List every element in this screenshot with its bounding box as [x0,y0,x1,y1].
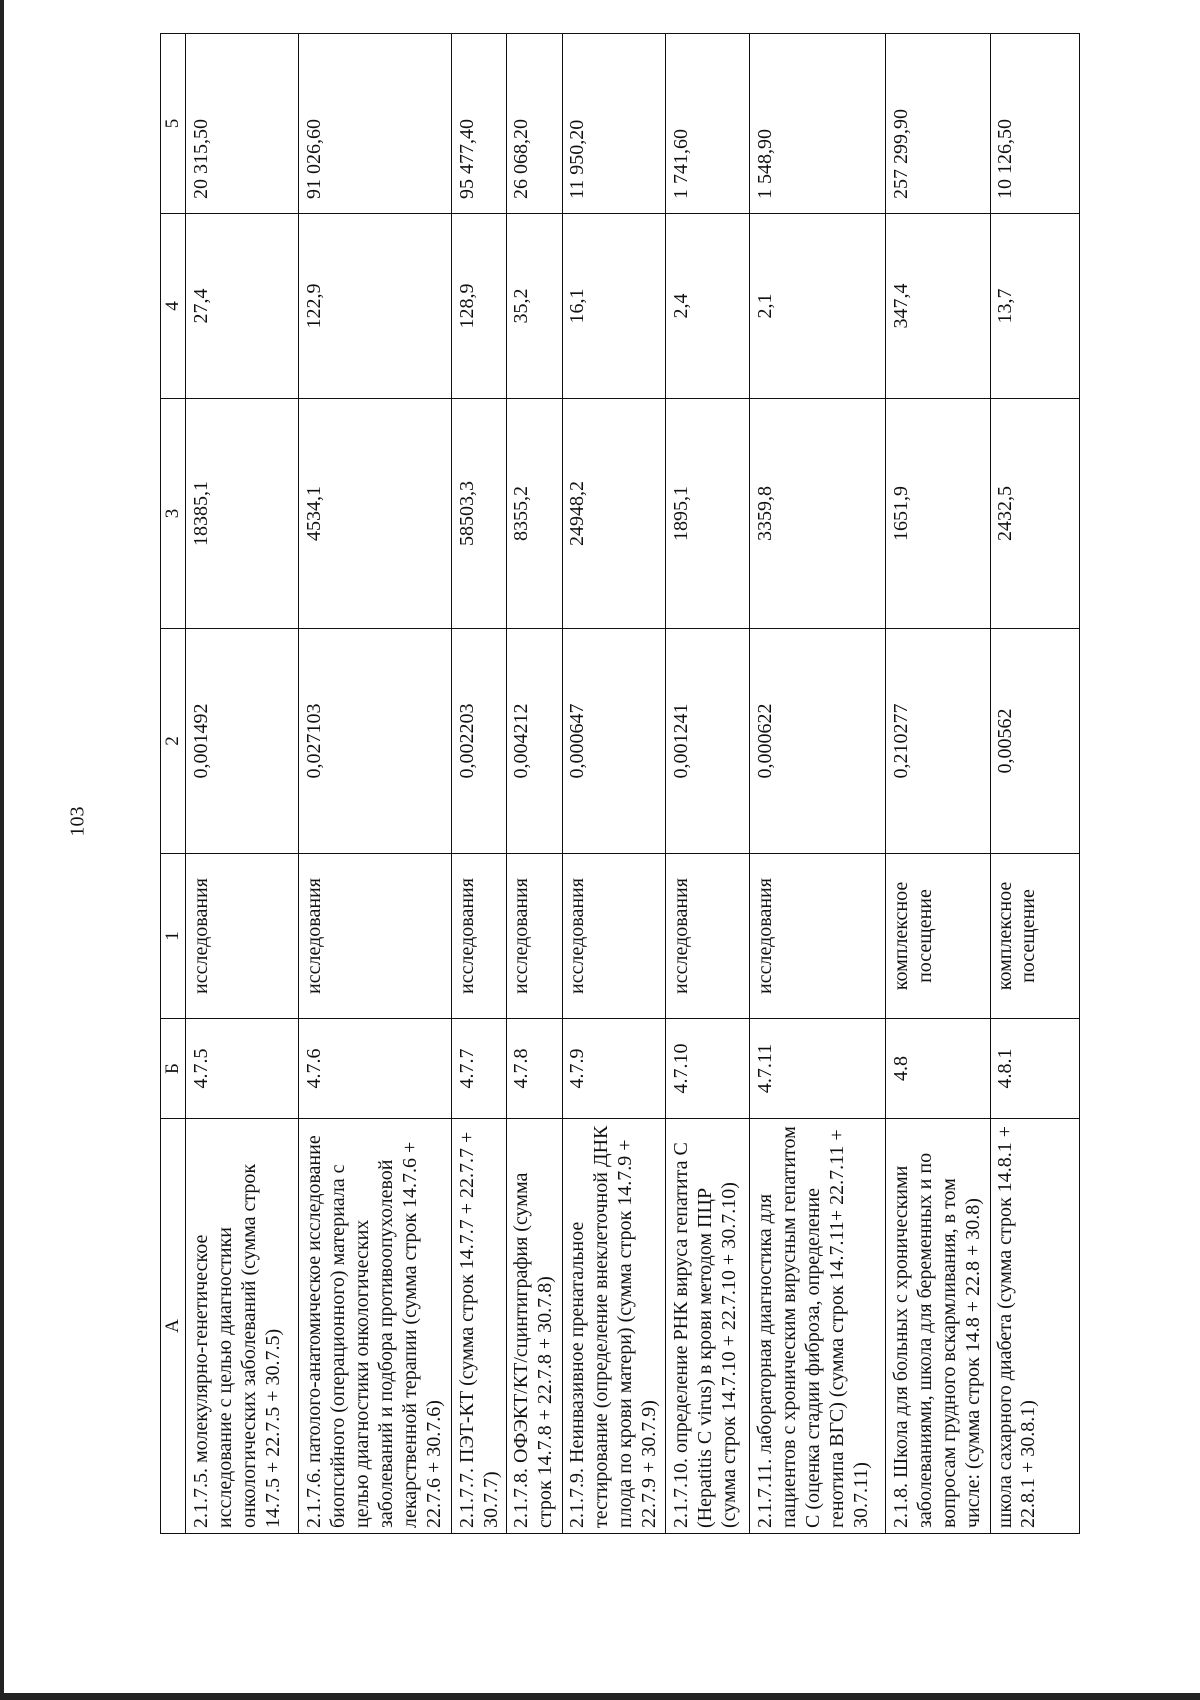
cell-col4: 2,4 [665,214,749,399]
table-row [562,34,665,1534]
cell-line-code: 4.7.6 [299,1019,452,1119]
cell-line-code: 4.7.11 [749,1019,885,1119]
cell-unit: исследования [451,854,507,1019]
table-row [507,34,563,1534]
header-2: 2 [161,629,186,854]
cell-col5: 1 548,90 [749,34,885,214]
data-table [160,33,1080,1534]
cell-line-code: 4.7.5 [186,1019,299,1119]
cell-col5: 257 299,90 [885,34,990,214]
scan-edge-left [0,0,4,1700]
table-row [665,34,749,1534]
cell-col4: 128,9 [451,214,507,399]
cell-col3: 24948,2 [562,399,665,629]
header-4: 4 [161,214,186,399]
table-row [749,34,885,1534]
cell-col2: 0,004212 [507,629,563,854]
rotated-table-container [160,34,1080,1534]
cell-col4: 27,4 [186,214,299,399]
cell-col2: 0,002203 [451,629,507,854]
cell-col2: 0,027103 [299,629,452,854]
cell-description: 2.1.7.6. патолого-анатомическое исследование биопсийного (операционного) материала с целью диагностики онкологических заболеваний и подбора противоопухолевой лекарственной терапии (сумма строк 14.7.6 + 22.7.6 + 30.7.6) [299,1119,452,1534]
cell-col4: 16,1 [562,214,665,399]
header-b: Б [161,1019,186,1119]
cell-col3: 8355,2 [507,399,563,629]
table-row [451,34,507,1534]
cell-line-code: 4.7.10 [665,1019,749,1119]
cell-unit: исследования [749,854,885,1019]
cell-description: школа сахарного диабета (сумма строк 14.8.1 + 22.8.1 + 30.8.1) [991,1119,1080,1534]
table-row [991,34,1080,1534]
cell-line-code: 4.8.1 [991,1019,1080,1119]
cell-col5: 91 026,60 [299,34,452,214]
cell-col3: 18385,1 [186,399,299,629]
header-1: 1 [161,854,186,1019]
cell-line-code: 4.7.8 [507,1019,563,1119]
cell-col3: 1651,9 [885,399,990,629]
table-row [885,34,990,1534]
cell-description: 2.1.7.8. ОФЭКТ/КТ/сцинтиграфия (сумма строк 14.7.8 + 22.7.8 + 30.7.8) [507,1119,563,1534]
cell-col5: 20 315,50 [186,34,299,214]
cell-unit: исследования [665,854,749,1019]
cell-col2: 0,00562 [991,629,1080,854]
cell-description: 2.1.7.7. ПЭТ-КТ (сумма строк 14.7.7 + 22.7.7 + 30.7.7) [451,1119,507,1534]
header-row [161,34,186,1534]
cell-description: 2.1.7.9. Неинвазивное пренатальное тестирование (определение внеклеточной ДНК плода по крови матери) (сумма строк 14.7.9 + 22.7.9 + 30.7.9) [562,1119,665,1534]
cell-description: 2.1.7.11. лабораторная диагностика для пациентов с хроническим вирусным гепатитом С (оценка стадии фиброза, определение генотипа ВГС) (сумма строк 14.7.11+ 22.7.11 + 30.7.11) [749,1119,885,1534]
cell-col2: 0,000647 [562,629,665,854]
cell-col2: 0,001492 [186,629,299,854]
cell-unit: исследования [562,854,665,1019]
cell-line-code: 4.7.7 [451,1019,507,1119]
table-row [186,34,299,1534]
cell-col4: 2,1 [749,214,885,399]
scan-edge-bottom [0,1693,1200,1700]
cell-col5: 1 741,60 [665,34,749,214]
cell-col4: 35,2 [507,214,563,399]
table-row [299,34,452,1534]
cell-col2: 0,001241 [665,629,749,854]
cell-col2: 0,000622 [749,629,885,854]
cell-description: 2.1.8. Школа для больных с хроническими заболеваниями, школа для беременных и по вопросам грудного вскармливания, в том числе: (сумма строк 14.8 + 22.8 + 30.8) [885,1119,990,1534]
cell-description: 2.1.7.10. определение РНК вируса гепатита С (Hepatitis C virus) в крови методом ПЦР (сумма строк 14.7.10 + 22.7.10 + 30.7.10) [665,1119,749,1534]
cell-col4: 13,7 [991,214,1080,399]
cell-col5: 10 126,50 [991,34,1080,214]
cell-col3: 3359,8 [749,399,885,629]
page-number: 103 [66,806,89,837]
header-a: А [161,1119,186,1534]
cell-col4: 122,9 [299,214,452,399]
cell-col2: 0,210277 [885,629,990,854]
cell-line-code: 4.7.9 [562,1019,665,1119]
cell-unit: исследования [186,854,299,1019]
cell-unit: исследования [507,854,563,1019]
cell-unit: исследования [299,854,452,1019]
cell-description: 2.1.7.5. молекулярно-генетическое исследование с целью диагностики онкологических заболеваний (сумма строк 14.7.5 + 22.7.5 + 30.7.5) [186,1119,299,1534]
cell-unit: комплексное посещение [885,854,990,1019]
header-3: 3 [161,399,186,629]
cell-col3: 1895,1 [665,399,749,629]
cell-col5: 95 477,40 [451,34,507,214]
cell-col3: 58503,3 [451,399,507,629]
header-5: 5 [161,34,186,214]
cell-line-code: 4.8 [885,1019,990,1119]
cell-col5: 11 950,20 [562,34,665,214]
cell-col4: 347,4 [885,214,990,399]
cell-col5: 26 068,20 [507,34,563,214]
cell-col3: 4534,1 [299,399,452,629]
cell-col3: 2432,5 [991,399,1080,629]
cell-unit: комплексное посещение [991,854,1080,1019]
